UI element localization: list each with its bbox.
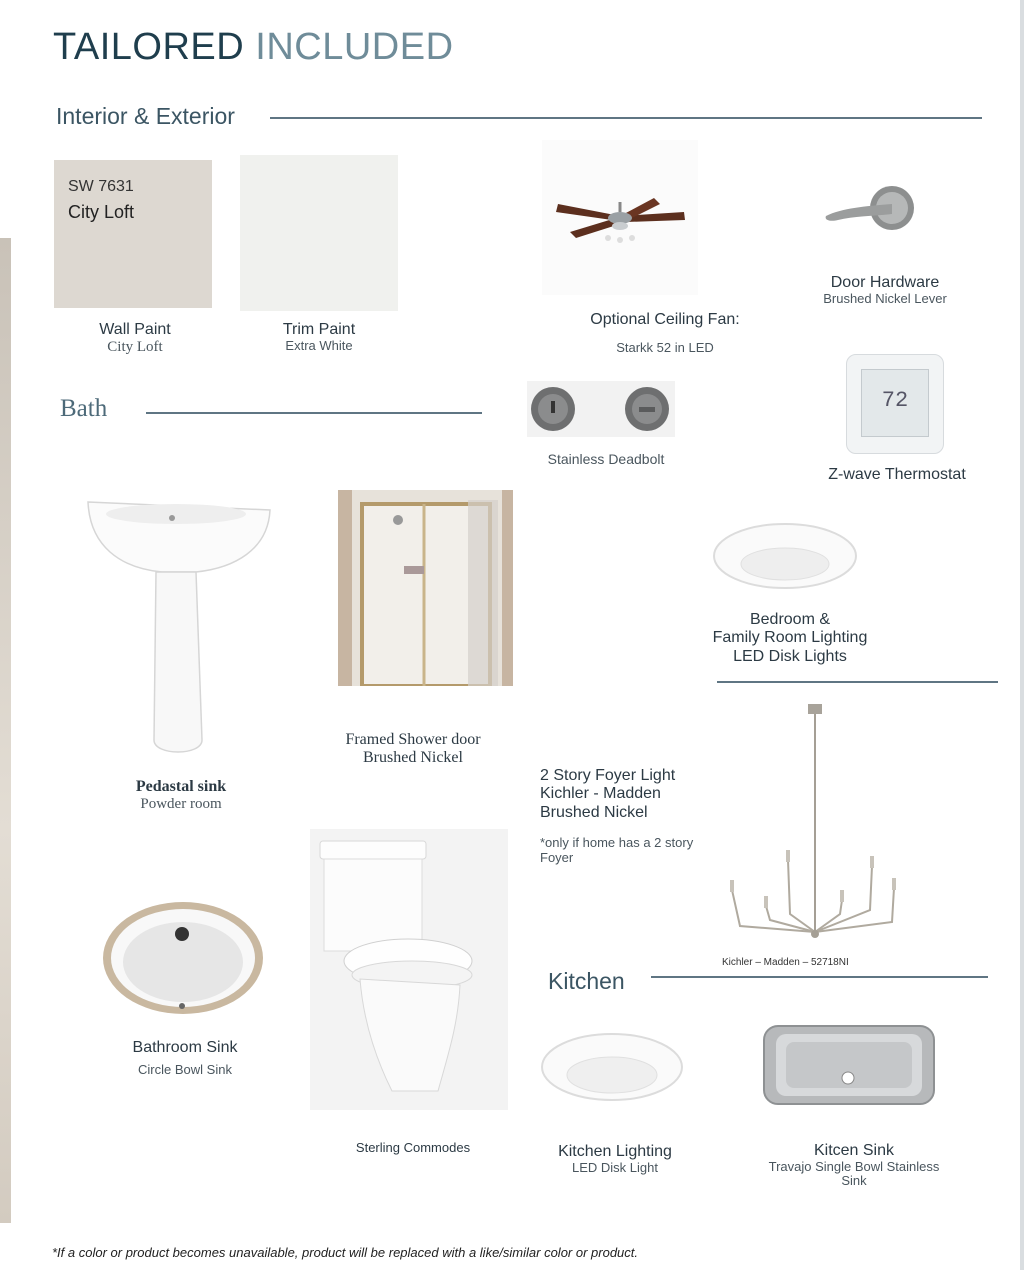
kitchen-sink-image bbox=[762, 1024, 936, 1106]
commodes-caption bbox=[330, 1141, 496, 1156]
foyer-light-note2: Foyer bbox=[540, 850, 574, 866]
kitchen-lighting-label: Kitchen Lighting bbox=[558, 1143, 672, 1160]
trim-paint-swatch bbox=[240, 155, 398, 311]
bathroom-sink-image bbox=[100, 900, 266, 1020]
ceiling-fan-caption bbox=[560, 311, 770, 356]
bathroom-sink-label: Bathroom Sink bbox=[132, 1039, 238, 1056]
thermostat-screen bbox=[861, 369, 929, 437]
wall-paint-swatch bbox=[54, 160, 212, 308]
ceiling-fan-label: Optional Ceiling Fan: bbox=[590, 311, 740, 328]
thermostat-reading: 72 bbox=[881, 388, 909, 413]
wall-paint-label: Wall Paint bbox=[99, 321, 171, 338]
thermostat-image bbox=[846, 354, 944, 454]
bedroom-lighting-caption bbox=[700, 611, 880, 666]
page-title bbox=[53, 26, 454, 69]
foyer-light-line2: Kichler - Madden bbox=[540, 785, 661, 803]
shower-door-image bbox=[338, 490, 513, 686]
door-hardware-label: Door Hardware bbox=[830, 274, 940, 291]
deadbolt-caption bbox=[530, 451, 682, 467]
deadbolt-image bbox=[527, 381, 675, 437]
door-hardware-detail: Brushed Nickel Lever bbox=[823, 291, 947, 307]
kitchen-sink-detail2: Sink bbox=[841, 1173, 867, 1189]
shower-door-label: Framed Shower door bbox=[345, 731, 481, 748]
kitchen-lighting-detail: LED Disk Light bbox=[572, 1160, 658, 1176]
foyer-light-caption bbox=[540, 767, 720, 866]
foyer-light-note1: *only if home has a 2 story bbox=[540, 835, 694, 851]
commodes-label: Sterling Commodes bbox=[355, 1140, 471, 1155]
pedestal-sink-caption bbox=[106, 778, 256, 814]
section-rule-bath bbox=[146, 412, 482, 414]
section-rule-interior bbox=[270, 117, 982, 119]
pedestal-sink-label: Pedastal sink bbox=[135, 778, 227, 795]
section-heading-bath: Bath bbox=[60, 395, 108, 422]
footnote: *If a color or product becomes unavailable, product will be replaced with a like/similar color or product. bbox=[52, 1245, 639, 1260]
bedroom-disk-light-image bbox=[712, 522, 858, 592]
pedestal-sink-detail: Powder room bbox=[140, 796, 222, 813]
foyer-light-line3: Brushed Nickel bbox=[540, 803, 648, 821]
kitchen-lighting-caption bbox=[540, 1143, 690, 1176]
bedroom-lighting-line1: Bedroom & bbox=[749, 611, 831, 628]
swatch-name: City Loft bbox=[68, 202, 135, 222]
section-heading-interior: Interior & Exterior bbox=[56, 103, 235, 129]
pedestal-sink-image bbox=[84, 490, 274, 765]
bathroom-sink-caption bbox=[110, 1039, 260, 1078]
section-rule-kitchen bbox=[651, 976, 988, 978]
bedroom-lighting-line2: Family Room Lighting bbox=[712, 629, 868, 647]
chandelier-image bbox=[720, 700, 906, 952]
door-lever-image bbox=[818, 180, 918, 235]
foyer-light-model: Kichler – Madden – 52718NI bbox=[722, 957, 849, 968]
kitchen-sink-label: Kitcen Sink bbox=[813, 1142, 895, 1159]
ceiling-fan-detail: Starkk 52 in LED bbox=[616, 340, 714, 356]
bedroom-lighting-line3: LED Disk Lights bbox=[733, 647, 847, 665]
shower-door-detail: Brushed Nickel bbox=[363, 749, 463, 767]
kitchen-disk-light-image bbox=[540, 1032, 685, 1102]
section-heading-kitchen: Kitchen bbox=[548, 968, 625, 994]
swatch-code: SW 7631 bbox=[68, 178, 134, 195]
deadbolt-label: Stainless Deadbolt bbox=[547, 451, 665, 467]
divider-rule-foyer bbox=[717, 681, 998, 683]
left-edge-photo-strip bbox=[0, 238, 11, 1223]
toilet-image bbox=[310, 829, 508, 1110]
right-edge-border bbox=[1020, 0, 1024, 1270]
bathroom-sink-detail: Circle Bowl Sink bbox=[138, 1062, 232, 1078]
title-part-included: INCLUDED bbox=[255, 26, 454, 68]
trim-paint-caption bbox=[240, 321, 398, 354]
trim-paint-label: Trim Paint bbox=[282, 321, 356, 338]
title-part-tailored: TAILORED bbox=[53, 26, 245, 68]
foyer-light-line1: 2 Story Foyer Light bbox=[540, 767, 676, 784]
wall-paint-caption bbox=[54, 321, 216, 357]
kitchen-sink-detail1: Travajo Single Bowl Stainless bbox=[768, 1159, 940, 1175]
thermostat-label: Z-wave Thermostat bbox=[828, 466, 966, 483]
ceiling-fan-image bbox=[542, 140, 698, 295]
trim-paint-detail: Extra White bbox=[285, 338, 353, 354]
wall-paint-detail: City Loft bbox=[107, 339, 163, 356]
door-hardware-caption bbox=[800, 274, 970, 307]
kitchen-sink-caption bbox=[760, 1142, 948, 1188]
thermostat-caption bbox=[822, 466, 972, 484]
shower-door-caption bbox=[330, 731, 496, 768]
